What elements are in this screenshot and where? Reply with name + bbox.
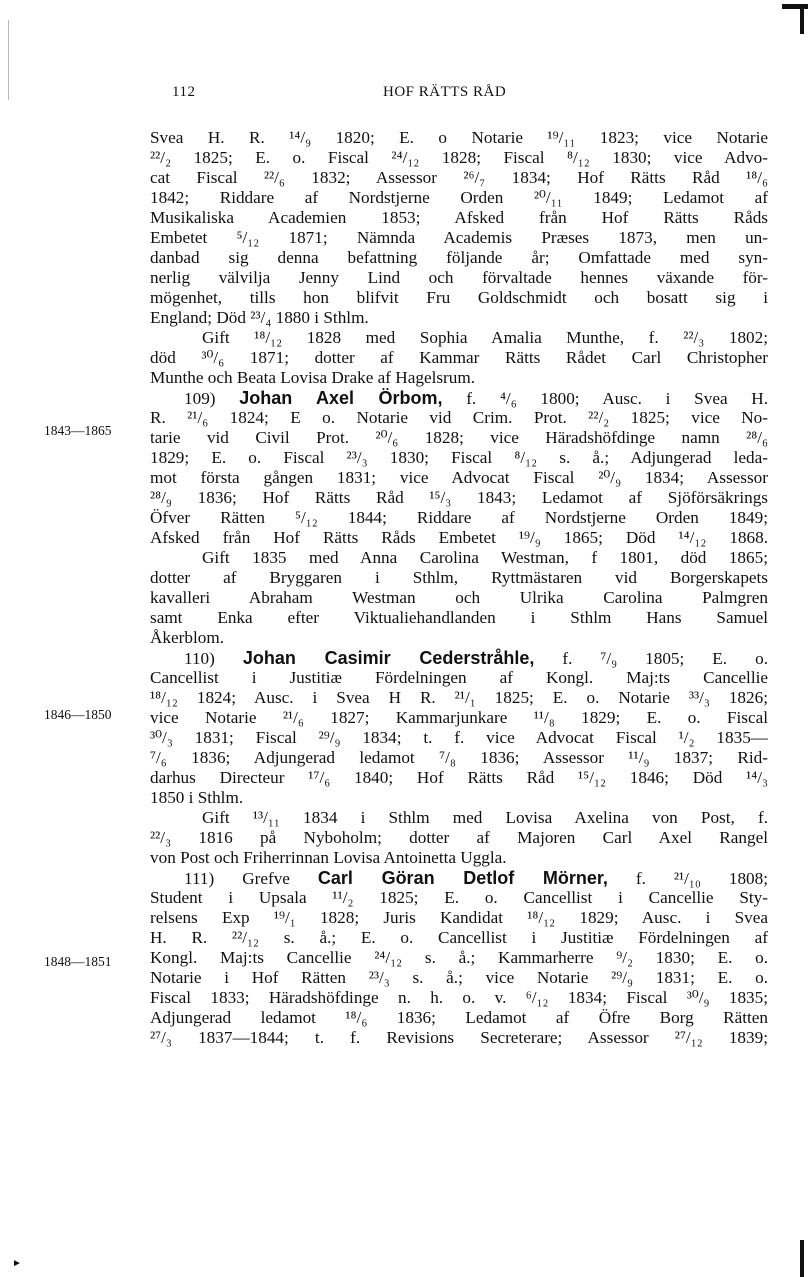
entry-111-side-date: 1848—1851: [44, 954, 112, 969]
page-edge-mark-right-top: [800, 4, 804, 34]
page-edge-mark-right-bottom: [800, 1240, 804, 1277]
person-name: Johan Casimir Cederstråhle,: [242, 648, 535, 668]
text-line: 1829; E. o. Fiscal ²³/₃ 1830; Fiscal ⁸/₁₂ s. å.; Adjungerad leda-: [150, 448, 768, 467]
text-line: darhus Directeur ¹⁷/₆ 1840; Hof Rätts Råd ¹⁵/₁₂ 1846; Död ¹⁴/₃: [150, 768, 768, 787]
text-line: vice Notarie ²¹/₆ 1827; Kammarjunkare ¹¹/₈ 1829; E. o. Fiscal: [150, 708, 768, 727]
text-line: England; Död ²³/₄ 1880 i Sthlm.: [150, 308, 369, 327]
marriage-line: Munthe och Beata Lovisa Drake af Hagelsrum.: [150, 368, 476, 387]
text-line: R. ²¹/₆ 1824; E o. Notarie vid Crim. Prot. ²²/₂ 1825; vice No-: [150, 408, 768, 427]
entry-number: 109): [184, 389, 216, 408]
entry-109: [150, 388, 768, 648]
text-line: mot första gången 1831; vice Advocat Fiscal ²⁰/₉ 1834; Assessor: [150, 468, 768, 487]
main-text-column: [150, 128, 768, 1048]
text-line: Adjungerad ledamot ¹⁸/₆ 1836; Ledamot af Öfre Borg Rätten: [150, 1008, 768, 1027]
text-line: 1850 i Sthlm.: [150, 788, 244, 807]
text-line: Notarie i Hof Rätten ²³/₃ s. å.; vice Notarie ²⁹/₉ 1831; E. o.: [150, 968, 768, 987]
page-edge-mark-top: [782, 4, 808, 9]
text-line: relsens Exp ¹⁹/₁ 1828; Juris Kandidat ¹⁸/₁₂ 1829; Ausc. i Svea: [150, 908, 768, 927]
text-line: nerlig välvilja Jenny Lind och förvaltade hennes växande för-: [150, 268, 768, 287]
marriage-line: Gift 1835 med Anna Carolina Westman, f 1801, död 1865;: [202, 548, 768, 567]
text-line: ²²/₂ 1825; E. o. Fiscal ²⁴/₁₂ 1828; Fiscal ⁸/₁₂ 1830; vice Advo-: [150, 148, 768, 167]
heading-rest: f. ²¹/₁₀ 1808;: [635, 869, 768, 888]
text-line: Embetet ⁵/₁₂ 1871; Nämnda Academis Præses 1873, men un-: [150, 228, 768, 247]
text-line: Fiscal 1833; Häradshöfdinge n. h. o. v. ⁶/₁₂ 1834; Fiscal ³⁰/₉ 1835;: [150, 988, 768, 1007]
entry-number: 110): [184, 649, 215, 668]
entry-number: 111): [184, 869, 215, 888]
entry-111: [150, 868, 768, 1048]
text-line: Kongl. Maj:ts Cancellie ²⁴/₁₂ s. å.; Kammarherre ⁹/₂ 1830; E. o.: [150, 948, 768, 967]
text-line: Afsked från Hof Rätts Råds Embetet ¹⁹/₉ 1865; Död ¹⁴/₁₂ 1868.: [150, 528, 768, 547]
entry-110-heading: [150, 648, 768, 668]
text-line: H. R. ²²/₁₂ s. å.; E. o. Cancellist i Justitiæ Fördelningen af: [150, 928, 768, 947]
heading-rest: f. ⁴/₆ 1800; Ausc. i Svea H.: [466, 389, 768, 408]
heading-rest: f. ⁷/₉ 1805; E. o.: [562, 649, 768, 668]
text-line: ¹⁸/₁₂ 1824; Ausc. i Svea H R. ²¹/₁ 1825; E. o. Notarie ³³/₃ 1826;: [150, 688, 768, 707]
marriage-line: dotter af Bryggaren i Sthlm, Ryttmästaren vid Borgerskapets: [150, 568, 768, 587]
text-line: tarie vid Civil Prot. ²⁰/₆ 1828; vice Häradshöfdinge namn ²⁸/₆: [150, 428, 768, 447]
marriage-line: död ³⁰/₆ 1871; dotter af Kammar Rätts Rådet Carl Christopher: [150, 348, 768, 367]
text-line: mögenhet, tills hon blifvit Fru Goldschmidt och bosatt sig i: [150, 288, 768, 307]
marriage-line: Åkerblom.: [150, 628, 224, 647]
marriage-line: Gift ¹⁸/₁₂ 1828 med Sophia Amalia Munthe, f. ²²/₃ 1802;: [202, 328, 768, 347]
marriage-line: von Post och Friherrinnan Lovisa Antoinetta Uggla.: [150, 848, 507, 867]
running-title: HOF RÄTTS RÅD: [383, 84, 507, 100]
text-line: ²⁸/₉ 1836; Hof Rätts Råd ¹⁵/₃ 1843; Ledamot af Sjöförsäkrings: [150, 488, 768, 507]
text-line: cat Fiscal ²²/₆ 1832; Assessor ²⁶/₇ 1834; Hof Rätts Råd ¹⁸/₆: [150, 168, 768, 187]
text-line: Svea H. R. ¹⁴/₉ 1820; E. o Notarie ¹⁹/₁₁ 1823; vice Notarie: [150, 128, 768, 147]
text-line: Öfver Rätten ⁵/₁₂ 1844; Riddare af Nordstjerne Orden 1849;: [150, 508, 768, 527]
entry-111-heading: [150, 868, 768, 888]
entry-108-tail: [150, 128, 768, 388]
text-line: ²⁷/₃ 1837—1844; t. f. Revisions Secreterare; Assessor ²⁷/₁₂ 1839;: [150, 1028, 768, 1047]
text-line: ⁷/₆ 1836; Adjungerad ledamot ⁷/₈ 1836; Assessor ¹¹/₉ 1837; Rid-: [150, 748, 768, 767]
marriage-line: kavalleri Abraham Westman och Ulrika Carolina Palmgren: [150, 588, 768, 607]
entry-110-side-date: 1846—1850: [44, 707, 112, 722]
text-line: Cancellist i Justitiæ Fördelningen af Kongl. Maj:ts Cancellie: [150, 668, 768, 687]
person-name: Carl Göran Detlof Mörner,: [317, 868, 608, 888]
text-line: 1842; Riddare af Nordstjerne Orden ²⁰/₁₁ 1849; Ledamot af: [150, 188, 768, 207]
title-prefix: Grefve: [242, 869, 290, 888]
text-line: Student i Upsala ¹¹/₂ 1825; E. o. Cancellist i Cancellie Sty-: [150, 888, 768, 907]
entry-109-heading: [150, 388, 768, 408]
page-header: [0, 84, 808, 106]
marriage-line: ²²/₃ 1816 på Nyboholm; dotter af Majoren Carl Axel Rangel: [150, 828, 768, 847]
page-number: 112: [172, 84, 196, 100]
marriage-line: samt Enka efter Viktualiehandlanden i Sthlm Hans Samuel: [150, 608, 768, 627]
entry-110: [150, 648, 768, 868]
text-line: danbad sig denna befattning följande år; Omfattade med syn-: [150, 248, 768, 267]
entry-109-side-date: 1843—1865: [44, 423, 112, 438]
text-line: ³⁰/₃ 1831; Fiscal ²⁹/₉ 1834; t. f. vice Advocat Fiscal ¹/₂ 1835—: [150, 728, 768, 747]
marriage-line: Gift ¹³/₁₁ 1834 i Sthlm med Lovisa Axelina von Post, f.: [202, 808, 768, 827]
person-name: Johan Axel Örbom,: [239, 388, 443, 408]
text-line: Musikaliska Academien 1853; Afsked från Hof Rätts Råds: [150, 208, 768, 227]
page-corner-mark: ►: [12, 1258, 22, 1269]
